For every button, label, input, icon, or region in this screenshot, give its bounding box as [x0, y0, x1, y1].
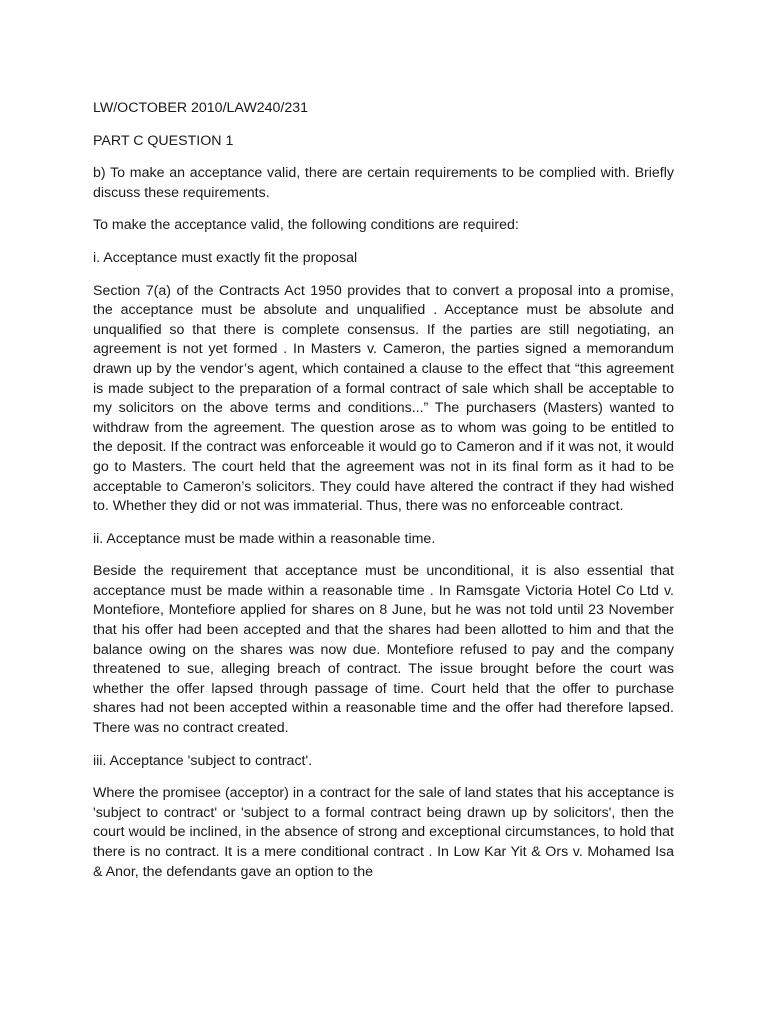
document-reference: LW/OCTOBER 2010/LAW240/231 [93, 100, 309, 116]
question-text: b) To make an acceptance valid, there are certain requirements to be complied with. Briefly discuss these requirements. [93, 165, 674, 201]
section-body-2: Beside the requirement that acceptance must be unconditional, it is also essential that acceptance must be made within a reasonable time . In Ramsgate Victoria Hotel Co Ltd v. Montefiore, Montefiore applied for shares on 8 June, but he was not told until 23 November that his offer had been accepted and that the shares had been allotted to him and that the balance owing on the shares was now due. Montefiore refused to pay and the company threatened to sue, alleging breach of contract. The issue brought before the court was whether the offer lapsed through passage of time. Court held that the offer to purchase shares had not been accepted within a reasonable time and the offer had therefore lapsed. There was no contract created. [93, 563, 674, 737]
section-heading-3: iii. Acceptance 'subject to contract'. [93, 752, 313, 769]
section-body-3: Where the promisee (acceptor) in a contract for the sale of land states that his acceptance is 'subject to contract' or 'subject to a formal contract being drawn up by solicitors', then the court would be inclined, in the absence of strong and exceptional circumstances, to hold that there is no contract. It is a mere conditional contract . In Low Kar Yit & Ors v. Mohamed Isa & Anor, the defendants gave an option to the [93, 785, 674, 880]
section-body-1: Section 7(a) of the Contracts Act 1950 provides that to convert a proposal into a promise, the acceptance must be absolute and unqualified . Acceptance must be absolute and unqualified so that there is complete consensus. If the parties are still negotiating, an agreement is not yet formed . In Masters v. Cameron, the parties signed a memorandum drawn up by the vendor’s agent, which contained a clause to the effect that “this agreement is made subject to the preparation of a formal contract of sale which shall be acceptable to my solicitors on the above terms and conditions...” The purchasers (Masters) wanted to withdraw from the agreement. The question arose as to whom was going to be entitled to the deposit. If the contract was enforceable it would go to Cameron and if it was not, it would go to Masters. The court held that the agreement was not in its final form as it had to be acceptable to Cameron’s solicitors. They could have altered the contract if they had wished to. Whether they did or not was immaterial. Thus, there was no enforceable contract. [93, 282, 674, 515]
document-part-title: PART C QUESTION 1 [93, 132, 234, 149]
section-heading-1: i. Acceptance must exactly fit the proposal [93, 249, 358, 266]
document-page [93, 99, 674, 895]
intro-paragraph: To make the acceptance valid, the following conditions are required: [93, 217, 519, 234]
section-heading-2: ii. Acceptance must be made within a reasonable time. [93, 530, 436, 547]
